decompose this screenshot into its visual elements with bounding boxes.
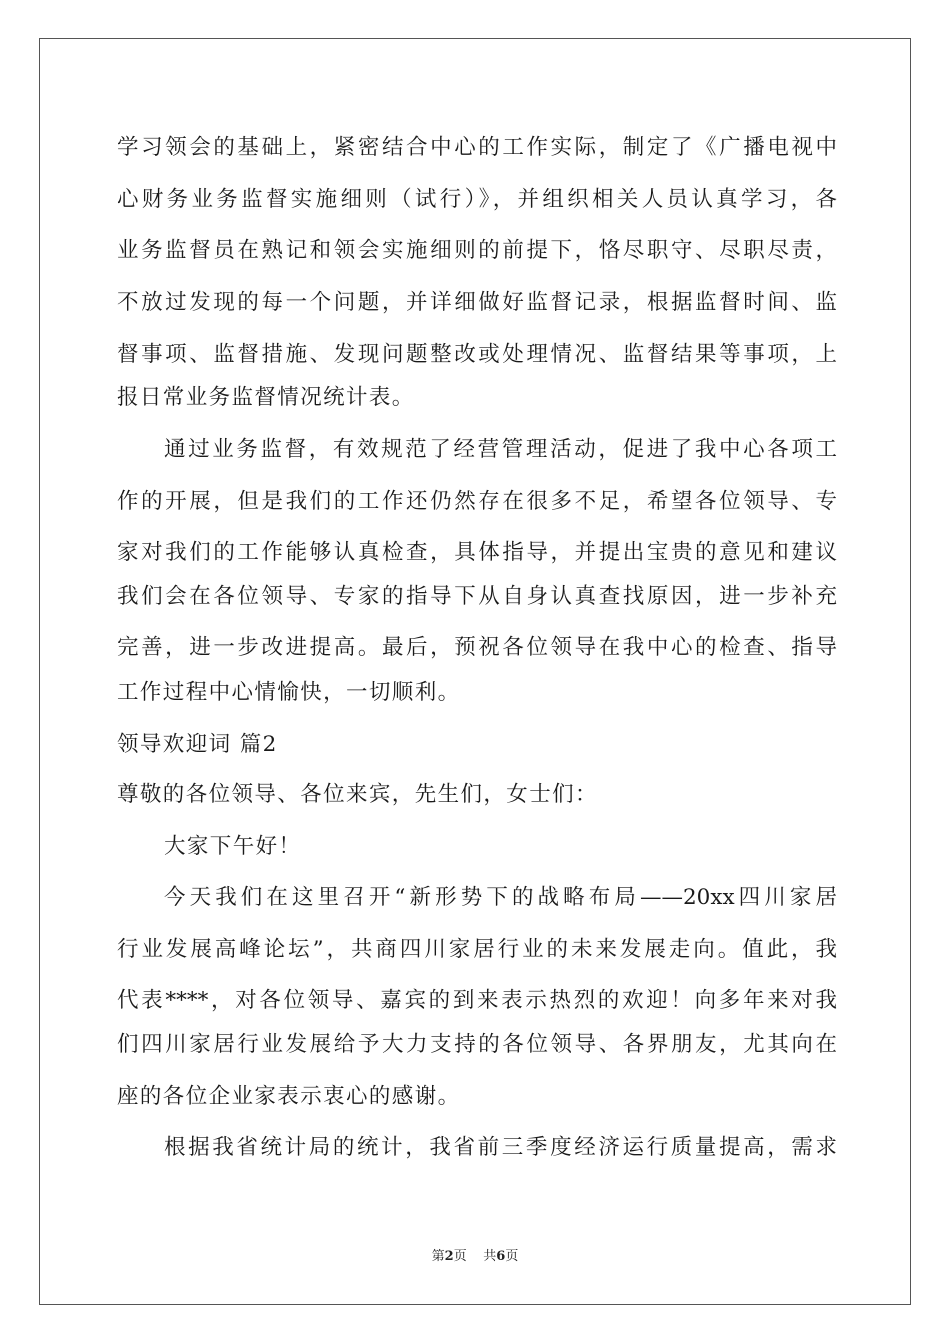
text-line: 报日常业务监督情况统计表。 [117, 385, 415, 410]
text-line: 家对我们的工作能够认真检查，具体指导，并提出宝贵的意见和建议 [117, 540, 837, 565]
text-line: 座的各位企业家表示衷心的感谢。 [117, 1084, 461, 1109]
paragraph-first-line: 通过业务监督，有效规范了经营管理活动，促进了我中心各项工 [164, 437, 837, 462]
text-line: 督事项、监督措施、发现问题整改或处理情况、监督结果等事项，上 [117, 342, 837, 367]
text-line: 不放过发现的每一个问题，并详细做好监督记录，根据监督时间、监 [117, 290, 837, 315]
text-line: 业务监督员在熟记和领会实施细则的前提下，恪尽职守、尽职尽责， [117, 238, 837, 263]
text-line: 我们会在各位领导、专家的指导下从自身认真查找原因，进一步补充 [117, 584, 837, 609]
page-indicator: 第2页 [431, 1249, 467, 1264]
text-line: 心财务业务监督实施细则（试行）》，并组织相关人员认真学习，各 [117, 187, 837, 212]
paragraph-first-line: 今天我们在这里召开“新形势下的战略布局——20xx四川家居 [164, 885, 837, 910]
page-footer [0, 1248, 950, 1266]
salutation: 尊敬的各位领导、各位来宾，先生们，女士们： [117, 782, 598, 807]
text-line: 代表****，对各位领导、嘉宾的到来表示热烈的欢迎！向多年来对我 [117, 988, 837, 1013]
text-line: 工作过程中心情愉快，一切顺利。 [117, 680, 461, 705]
page-frame [39, 38, 911, 1305]
text-line: 们四川家居行业发展给予大力支持的各位领导、各界朋友，尤其向在 [117, 1032, 837, 1057]
total-pages-indicator: 共6页 [483, 1249, 519, 1264]
text-line: 学习领会的基础上，紧密结合中心的工作实际，制定了《广播电视中 [117, 135, 837, 160]
section-heading: 领导欢迎词 篇2 [117, 732, 278, 757]
text-line: 完善，进一步改进提高。最后，预祝各位领导在我中心的检查、指导 [117, 635, 837, 660]
text-line: 行业发展高峰论坛”，共商四川家居行业的未来发展走向。值此，我 [117, 937, 837, 962]
text-line: 作的开展，但是我们的工作还仍然存在很多不足，希望各位领导、专 [117, 489, 837, 514]
greeting: 大家下午好！ [164, 834, 302, 859]
paragraph-first-line: 根据我省统计局的统计，我省前三季度经济运行质量提高，需求 [164, 1135, 837, 1160]
